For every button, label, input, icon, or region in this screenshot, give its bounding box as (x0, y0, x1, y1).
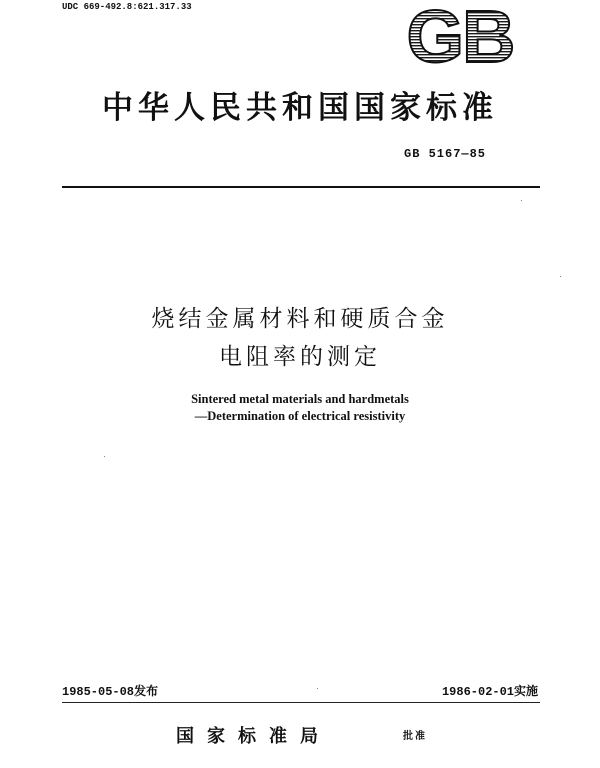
scan-speck (521, 200, 522, 201)
scan-speck (104, 456, 105, 457)
issuing-authority: 国家标准局 (176, 726, 331, 746)
title-zh-line1: 烧结金属材料和硬质合金 (151, 306, 449, 332)
udc-code: UDC 669-492.8:621.317.33 (62, 2, 192, 12)
gb-logo-text: GB (406, 6, 514, 68)
header-divider (62, 186, 540, 188)
issue-date: 1985-05-08发布 (62, 685, 159, 699)
approval-mark: 批准 (403, 731, 427, 742)
footer-divider (62, 702, 540, 703)
scan-speck (317, 688, 318, 689)
title-en-line1: Sintered metal materials and hardmetals (191, 392, 409, 406)
scan-speck (560, 276, 561, 277)
national-standard-title: 中华人民共和国国家标准 (102, 90, 498, 125)
implementation-date: 1986-02-01实施 (441, 685, 538, 699)
gb-logo (396, 6, 524, 68)
title-zh-line2: 电阻率的测定 (219, 344, 381, 370)
standard-number: GB 5167—85 (404, 147, 487, 161)
title-en-line2: —Determination of electrical resistivity (194, 409, 406, 423)
